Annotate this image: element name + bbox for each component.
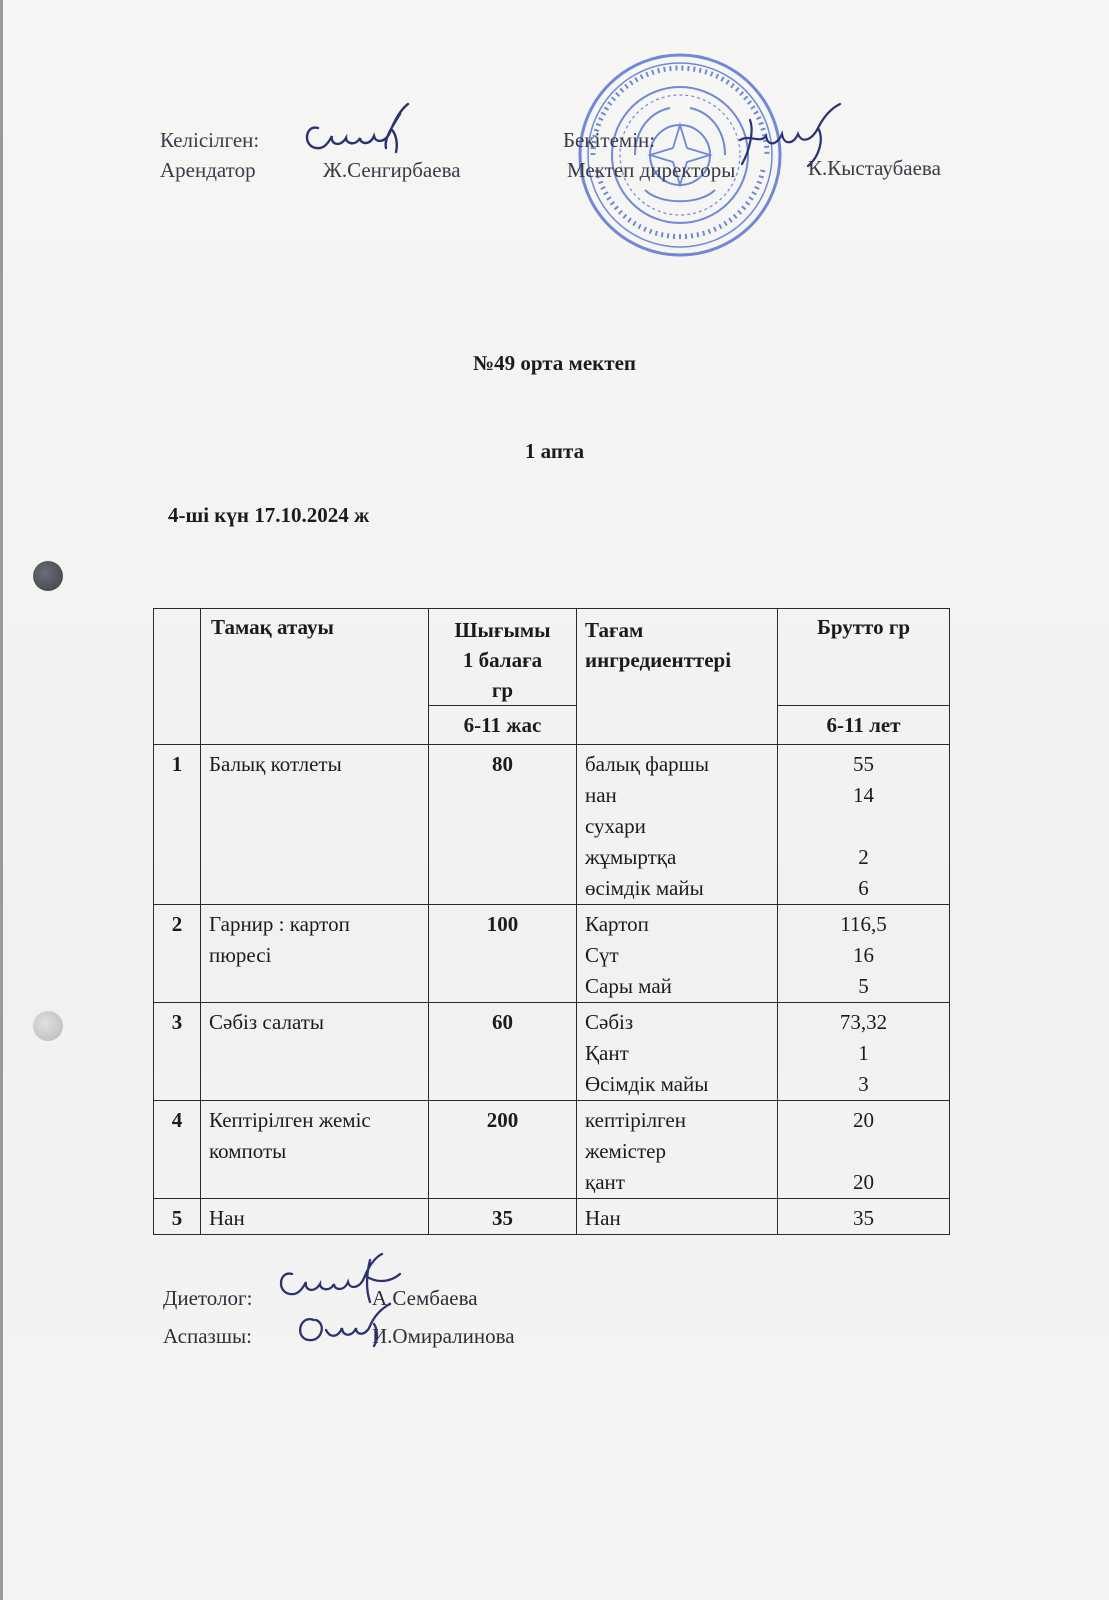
brutto-value: 20 [853,1108,874,1132]
ingredient-item: нан [585,783,617,807]
brutto-value [778,811,949,842]
brutto-value: 5 [858,974,869,998]
header-brutto-age: 6-11 лет [778,706,950,745]
dish-name [201,745,429,905]
header-number [154,609,201,745]
director-name: К.Кыстаубаева [808,156,941,180]
ingredient-item: жұмыртқа [585,845,677,869]
binder-hole-top [33,561,63,591]
table-row [154,1101,950,1199]
cook-name: И.Омиралинова [372,1324,515,1348]
menu-table [153,608,950,1235]
ingredient-item: Нан [585,1206,621,1230]
brutto-value: 3 [858,1072,869,1096]
dietitian-label: Диетолог: [163,1286,253,1310]
tenant-role: Арендатор [160,158,256,182]
ingredient-item: Сары май [585,974,672,998]
approved-label: Бекітемін: [563,128,656,152]
header-ingredients [577,609,778,745]
director-signature [720,100,850,180]
week-title: 1 апта [524,439,585,463]
page-edge [0,0,3,1600]
dish-name-line: Гарнир : картоп [209,912,350,936]
dish-name [201,1199,429,1235]
ingredient-item: кептірілген [585,1108,686,1132]
tenant-signature [300,100,420,160]
brutto-list [778,905,950,1003]
table-row [154,1003,950,1101]
binder-hole-bottom [33,1011,63,1041]
brutto-value [778,1136,949,1167]
header-ingredients-line1: Тағам [585,618,644,642]
dish-output: 200 [429,1101,577,1199]
brutto-value: 35 [853,1206,874,1230]
header-ingredients-line2: ингредиенттері [585,648,732,672]
brutto-value: 16 [853,943,874,967]
ingredient-item: өсімдік майы [585,876,704,900]
dish-name [201,1101,429,1199]
ingredient-item: балық фаршы [585,752,709,776]
director-role: Мектеп директоры [567,158,736,182]
header-output-line1: Шығымы [454,618,551,642]
brutto-value: 55 [853,752,874,776]
brutto-value: 20 [853,1170,874,1194]
ingredients-list [577,745,778,905]
dish-output: 35 [429,1199,577,1235]
header-output-line2: 1 балаға [462,648,543,672]
table-row [154,1199,950,1235]
ingredient-item: қант [585,1170,625,1194]
header-output-line3: гр [491,678,514,702]
row-number: 1 [154,745,201,905]
menu-table-body [154,745,950,1235]
dietitian-name: А.Сембаева [372,1286,478,1310]
ingredient-item: Өсімдік майы [585,1072,709,1096]
day-date: 4-ші күн 17.10.2024 ж [168,503,370,527]
dish-name-line: Нан [209,1206,245,1230]
header-brutto: Брутто гр [778,609,950,706]
row-number: 5 [154,1199,201,1235]
header-dish-name: Тамақ атауы [201,609,429,745]
brutto-value: 6 [858,876,869,900]
table-header-row [154,609,950,706]
cook-signature [290,1300,410,1350]
brutto-list [778,745,950,905]
table-row [154,745,950,905]
dish-name-line: Кептірілген жеміс [209,1108,371,1132]
header-output [429,609,577,706]
dish-name [201,1003,429,1101]
brutto-value: 14 [853,783,874,807]
ingredients-list [577,1199,778,1235]
row-number: 3 [154,1003,201,1101]
ingredient-item: Картоп [585,912,649,936]
dish-name-line: компоты [209,1139,287,1163]
ingredient-item: Сүт [585,943,619,967]
ingredients-list [577,1101,778,1199]
ingredient-item: жемістер [585,1139,666,1163]
brutto-list [778,1101,950,1199]
dish-name-line: Балық котлеты [209,752,342,776]
dish-output: 60 [429,1003,577,1101]
brutto-value: 116,5 [840,912,887,936]
ingredients-list [577,905,778,1003]
dish-name-line: Сәбіз салаты [209,1010,325,1034]
agreed-label: Келісілген: [160,128,260,152]
row-number: 2 [154,905,201,1003]
dish-name [201,905,429,1003]
dish-output: 80 [429,745,577,905]
ingredient-item: Қант [585,1041,629,1065]
tenant-name: Ж.Сенгирбаева [323,158,461,182]
table-row [154,905,950,1003]
brutto-value: 1 [858,1041,869,1065]
row-number: 4 [154,1101,201,1199]
brutto-value: 2 [858,845,869,869]
header-output-age: 6-11 жас [429,706,577,745]
brutto-value: 73,32 [839,1010,888,1034]
ingredient-item: Сәбіз [585,1010,634,1034]
brutto-list [778,1003,950,1101]
dish-output: 100 [429,905,577,1003]
ingredients-list [577,1003,778,1101]
cook-label: Аспазшы: [163,1324,252,1348]
brutto-list [778,1199,950,1235]
dish-name-line: пюресі [209,943,272,967]
school-title: №49 орта мектеп [472,351,637,375]
ingredient-item: сухари [585,814,646,838]
